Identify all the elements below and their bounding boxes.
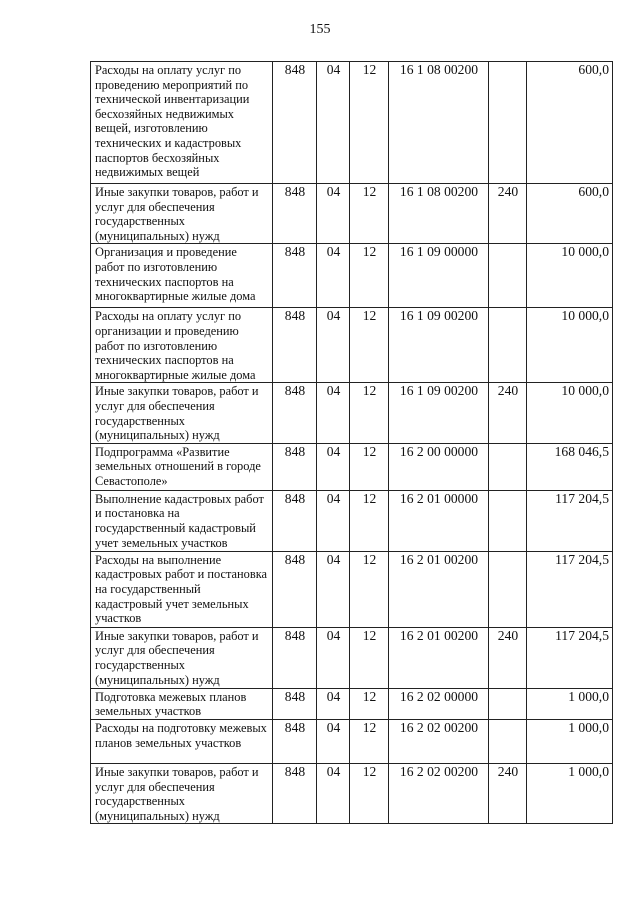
table-row (91, 719, 613, 763)
row-name: Выполнение кадастровых работ и постановка на государственный кадастровый учет земельных участков (91, 490, 273, 551)
row-target-article: 16 2 02 00200 (389, 763, 489, 823)
row-amount: 1 000,0 (527, 763, 613, 823)
row-ved: 848 (273, 719, 317, 763)
row-expense-type: 240 (489, 383, 527, 443)
row-section: 04 (317, 627, 350, 688)
row-target-article: 16 1 08 00200 (389, 62, 489, 184)
row-name: Организация и проведение работ по изготовлению технических паспортов на многоквартирные жилые дома (91, 244, 273, 308)
row-section: 04 (317, 308, 350, 383)
page-number: 155 (309, 22, 331, 37)
row-target-article: 16 2 01 00200 (389, 551, 489, 627)
table-row (91, 62, 613, 184)
row-target-article: 16 1 09 00200 (389, 308, 489, 383)
row-section: 04 (317, 688, 350, 719)
row-target-article: 16 2 01 00000 (389, 490, 489, 551)
row-target-article: 16 2 02 00000 (389, 688, 489, 719)
row-amount: 1 000,0 (527, 688, 613, 719)
row-subsection: 12 (350, 627, 389, 688)
row-expense-type (489, 62, 527, 184)
row-section: 04 (317, 383, 350, 443)
row-name: Подпрограмма «Развитие земельных отношений в городе Севастополе» (91, 443, 273, 490)
row-target-article: 16 1 08 00200 (389, 184, 489, 244)
row-expense-type (489, 244, 527, 308)
row-subsection: 12 (350, 688, 389, 719)
row-expense-type: 240 (489, 763, 527, 823)
row-subsection: 12 (350, 763, 389, 823)
row-section: 04 (317, 443, 350, 490)
row-section: 04 (317, 62, 350, 184)
row-section: 04 (317, 763, 350, 823)
row-amount: 600,0 (527, 62, 613, 184)
table-row (91, 443, 613, 490)
row-amount: 1 000,0 (527, 719, 613, 763)
row-target-article: 16 1 09 00000 (389, 244, 489, 308)
row-amount: 117 204,5 (527, 551, 613, 627)
row-subsection: 12 (350, 719, 389, 763)
row-section: 04 (317, 551, 350, 627)
row-ved: 848 (273, 443, 317, 490)
row-subsection: 12 (350, 490, 389, 551)
row-ved: 848 (273, 688, 317, 719)
table-row (91, 490, 613, 551)
row-expense-type (489, 443, 527, 490)
row-name: Расходы на выполнение кадастровых работ и постановка на государственный кадастровый учет земельных участков (91, 551, 273, 627)
row-name: Иные закупки товаров, работ и услуг для обеспечения государственных (муниципальных) нужд (91, 627, 273, 688)
table-row (91, 763, 613, 823)
row-section: 04 (317, 244, 350, 308)
row-name: Иные закупки товаров, работ и услуг для обеспечения государственных (муниципальных) нужд (91, 763, 273, 823)
table-row (91, 551, 613, 627)
row-amount: 10 000,0 (527, 244, 613, 308)
table-row (91, 627, 613, 688)
row-expense-type (489, 551, 527, 627)
row-subsection: 12 (350, 184, 389, 244)
table-row (91, 244, 613, 308)
row-section: 04 (317, 184, 350, 244)
row-ved: 848 (273, 627, 317, 688)
row-section: 04 (317, 719, 350, 763)
table-body (91, 62, 613, 824)
row-subsection: 12 (350, 308, 389, 383)
row-expense-type (489, 308, 527, 383)
row-ved: 848 (273, 308, 317, 383)
row-expense-type: 240 (489, 184, 527, 244)
row-name: Расходы на подготовку межевых планов земельных участков (91, 719, 273, 763)
row-amount: 117 204,5 (527, 490, 613, 551)
row-name: Подготовка межевых планов земельных участков (91, 688, 273, 719)
row-ved: 848 (273, 383, 317, 443)
row-subsection: 12 (350, 62, 389, 184)
row-amount: 117 204,5 (527, 627, 613, 688)
row-amount: 168 046,5 (527, 443, 613, 490)
budget-table (90, 61, 613, 824)
row-target-article: 16 2 00 00000 (389, 443, 489, 490)
row-section: 04 (317, 490, 350, 551)
row-expense-type (489, 719, 527, 763)
row-subsection: 12 (350, 551, 389, 627)
row-amount: 10 000,0 (527, 383, 613, 443)
table-row (91, 383, 613, 443)
row-ved: 848 (273, 763, 317, 823)
row-name: Расходы на оплату услуг по организации и проведению работ по изготовлению технических паспортов на многоквартирные жилые дома (91, 308, 273, 383)
row-name: Иные закупки товаров, работ и услуг для обеспечения государственных (муниципальных) нужд (91, 383, 273, 443)
row-name: Иные закупки товаров, работ и услуг для обеспечения государственных (муниципальных) нужд (91, 184, 273, 244)
row-ved: 848 (273, 184, 317, 244)
row-subsection: 12 (350, 244, 389, 308)
table-row (91, 184, 613, 244)
row-subsection: 12 (350, 443, 389, 490)
row-subsection: 12 (350, 383, 389, 443)
table-row (91, 308, 613, 383)
row-amount: 10 000,0 (527, 308, 613, 383)
row-amount: 600,0 (527, 184, 613, 244)
row-expense-type (489, 688, 527, 719)
row-ved: 848 (273, 244, 317, 308)
row-ved: 848 (273, 490, 317, 551)
table-row (91, 688, 613, 719)
row-ved: 848 (273, 551, 317, 627)
row-ved: 848 (273, 62, 317, 184)
row-expense-type (489, 490, 527, 551)
row-name: Расходы на оплату услуг по проведению мероприятий по технической инвентаризации бесхозяйных недвижимых вещей, изготовлению технических и кадастровых паспортов бесхозяйных недвижимых вещей (91, 62, 273, 184)
row-target-article: 16 2 02 00200 (389, 719, 489, 763)
row-target-article: 16 2 01 00200 (389, 627, 489, 688)
row-target-article: 16 1 09 00200 (389, 383, 489, 443)
row-expense-type: 240 (489, 627, 527, 688)
